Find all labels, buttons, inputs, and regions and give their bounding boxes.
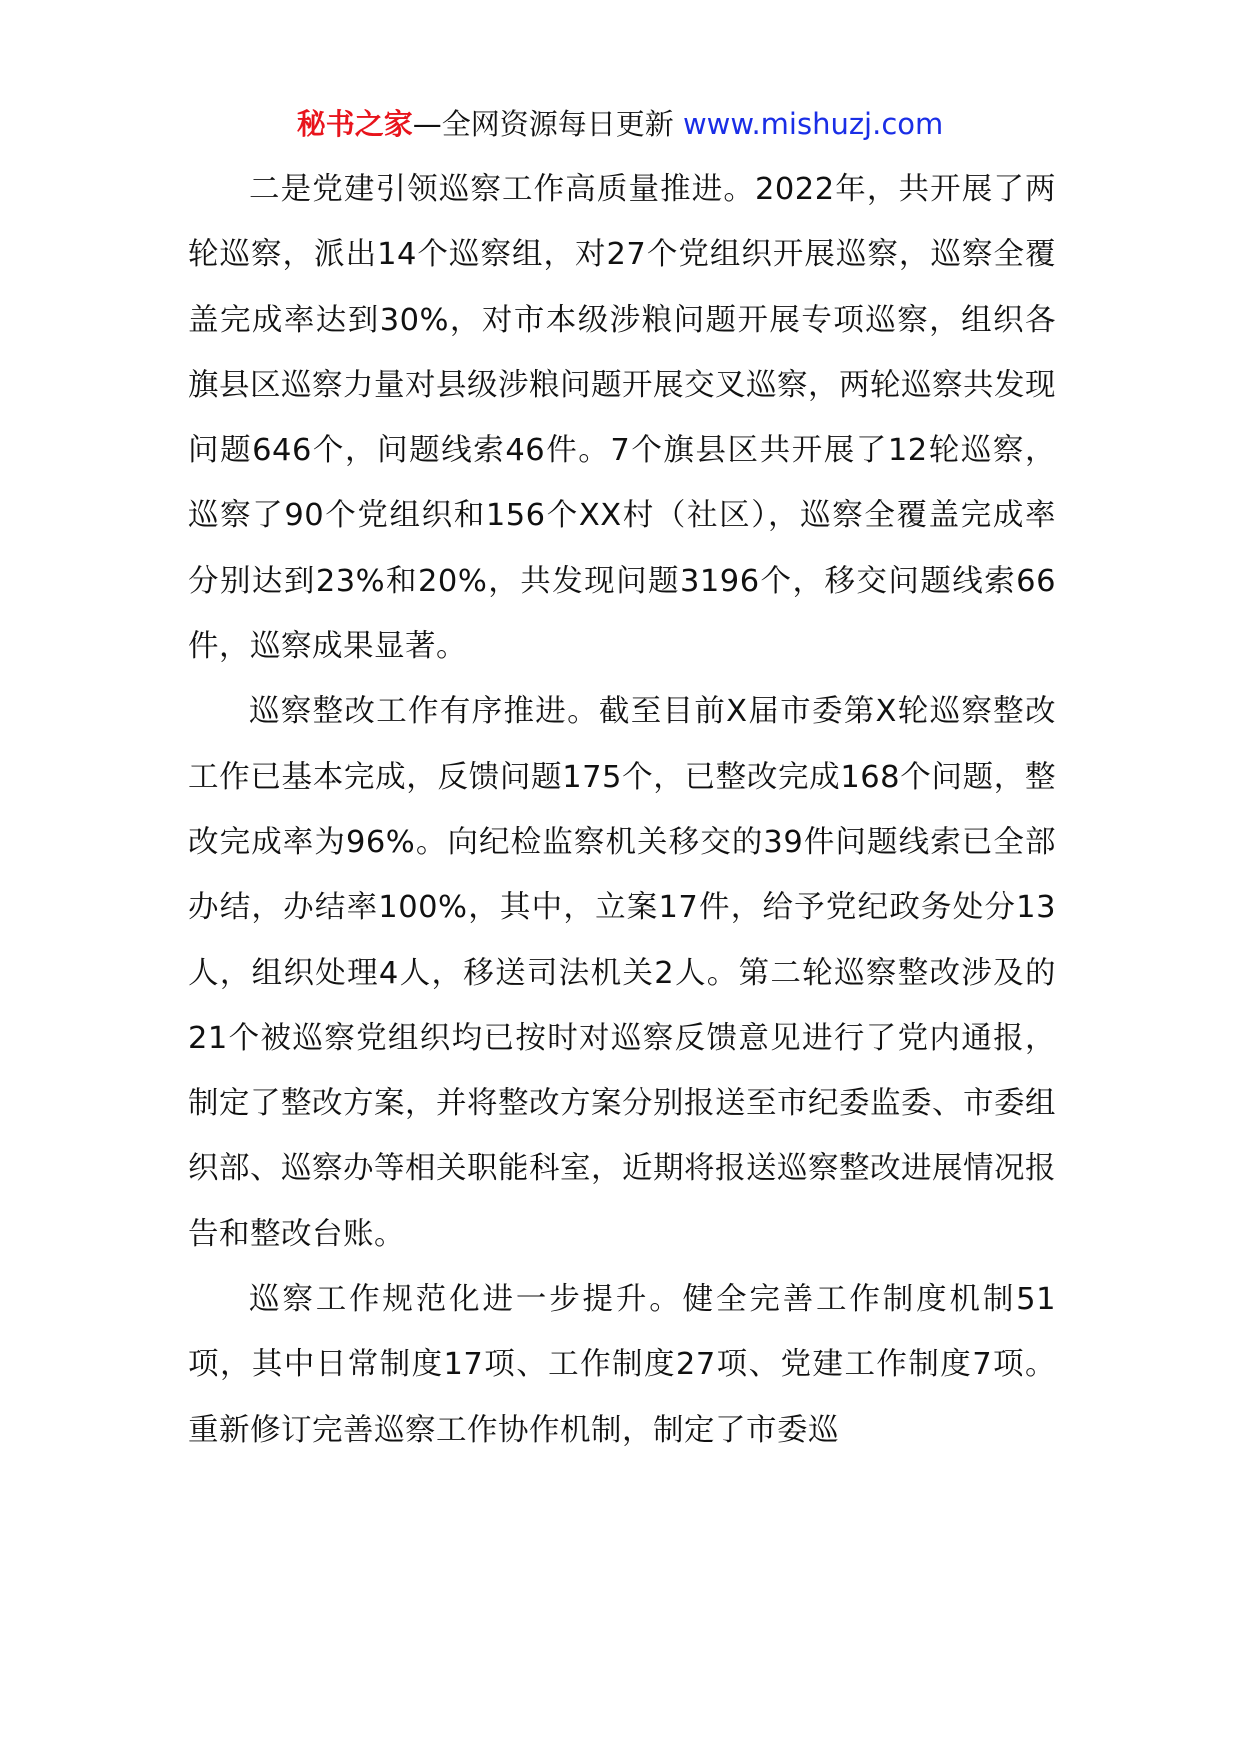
paragraph-rectification: 巡察整改工作有序推进。截至目前X届市委第X轮巡察整改工作已基本完成，反馈问题175个，已整改完成168个问题，整改完成率为96%。向纪检监察机关移交的39件问题线索已全部办结，办结率100%，其中，立案17件，给予党纪政务处分13人，组织处理4人，移送司法机关2人。第二轮巡察整改涉及的21个被巡察党组织均已按时对巡察反馈意见进行了党内通报，制定了整改方案，并将整改方案分别报送至市纪委监委、市委组织部、巡察办等相关职能科室，近期将报送巡察整改进展情况报告和整改台账。 [188,694,1056,1252]
brand-name: 秘书之家 [296,107,413,141]
paragraph-party-building: 二是党建引领巡察工作高质量推进。2022年，共开展了两轮巡察，派出14个巡察组，对27个党组织开展巡察，巡察全覆盖完成率达到30%，对市本级涉粮问题开展专项巡察，组织各旗县区巡察力量对县级涉粮问题开展交叉巡察，两轮巡察共发现问题646个，问题线索46件。7个旗县区共开展了12轮巡察，巡察了90个党组织和156个XX村（社区），巡察全覆盖完成率分别达到23%和20%，共发现问题3196个，移交问题线索66件，巡察成果显著。 [188,172,1056,665]
document-body [188,157,1056,1463]
header-tagline: —全网资源每日更新 [412,107,674,141]
site-header [0,104,1240,144]
site-url-link[interactable]: www.mishuzj.com [682,107,944,141]
paragraph-standardization: 巡察工作规范化进一步提升。健全完善工作制度机制51项，其中日常制度17项、工作制度27项、党建工作制度7项。重新修订完善巡察工作协作机制，制定了市委巡 [188,1282,1056,1448]
